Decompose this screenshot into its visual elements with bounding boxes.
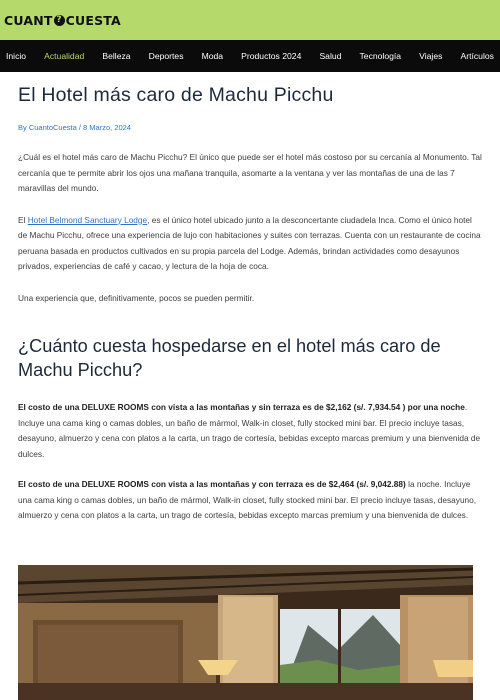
nav-item-productos-2024[interactable]: Productos 2024: [241, 51, 302, 61]
site-header: [0, 0, 500, 40]
article-content: [0, 84, 500, 524]
nav-item-moda[interactable]: Moda: [201, 51, 224, 61]
hotel-room-photo: [18, 565, 473, 700]
nav-item-inicio[interactable]: Inicio: [6, 51, 27, 61]
hotel-belmond-link[interactable]: Hotel Belmond Sanctuary Lodge: [27, 214, 148, 225]
logo-question-mark-icon: ?: [54, 15, 65, 26]
paragraph-deluxe-no-terrace: [18, 400, 482, 462]
article-title: El Hotel más caro de Machu Picchu: [18, 84, 334, 106]
paragraph-deluxe-with-terrace: [18, 477, 482, 524]
paragraph-conclusion: Una experiencia que, definitivamente, pocos se pueden permitir.: [18, 292, 255, 303]
nav-item-tecnologia[interactable]: Tecnología: [359, 51, 402, 61]
price-no-terrace-details: . Incluye una cama king o camas dobles, un baño de mármol, Walk-in closet, fully stocked mini bar. El precio incluye tasas, desayuno, almuerzo y cena con platos a la carta, un trago de cortesía, bebidas excepto marcas premium y una bienvenida de dulces.: [18, 402, 481, 459]
site-logo[interactable]: [4, 13, 121, 28]
logo-text-left: CUANT: [4, 12, 53, 28]
nav-item-viajes[interactable]: Viajes: [419, 51, 443, 61]
paragraph-intro: ¿Cuál es el hotel más caro de Machu Picchu? El único que puede ser el hotel más costoso por su cercanía al Monumento. Tal cercanía que te permite abrir los ojos una mañana tranquila, asomarte a la ventana y ver las montañas de una de las 7 maravillas del mundo.: [18, 152, 482, 193]
price-with-terrace-details: la noche. Incluye una cama king o camas dobles, un baño de mármol, Walk-in closet, fully stocked mini bar. El precio incluye tasas, desayuno, almuerzo y cena con platos a la carta, un trago de cortesía, bebidas excepto marcas premium y una bienvenida de dulces.: [18, 479, 477, 520]
nav-item-salud[interactable]: Salud: [319, 51, 342, 61]
price-with-terrace-bold: El costo de una DELUXE ROOMS con vista a las montañas y con terraza es de $2,464 (s/. 9,042.88): [18, 479, 406, 489]
main-navigation: [0, 40, 500, 72]
paragraph-hotel-rest: , es el único hotel ubicado junto a la desconcertante ciudadela Inca. Como el único hotel de Machu Picchu, ofrece una experiencia de lujo con habitaciones y suites con terrazas. Cuenta con un restaurante de cocina peruana basada en productos cultivados en su propia parcela del Lodge. Además, brindan actividades como desayunos privados, experiencias de café y cacao, y lectura de la hoja de coca.: [18, 214, 481, 271]
nav-item-deportes[interactable]: Deportes: [148, 51, 184, 61]
nav-item-belleza[interactable]: Belleza: [102, 51, 131, 61]
paragraph-hotel-description: [18, 213, 482, 275]
paragraph-hotel-prefix: El: [18, 214, 28, 225]
logo-text-right: CUESTA: [65, 12, 121, 28]
nav-item-actualidad[interactable]: Actualidad: [44, 51, 85, 61]
article-byline[interactable]: By CuantoCuesta / 8 Marzo, 2024: [18, 123, 131, 132]
price-no-terrace-bold: El costo de una DELUXE ROOMS con vista a las montañas y sin terraza es de $2,162 (s/. 7,934.54 ) por una noche: [18, 402, 465, 412]
nav-item-articulos[interactable]: Artículos: [460, 51, 494, 61]
section-heading-price: ¿Cuánto cuesta hospedarse en el hotel más caro de Machu Picchu?: [18, 336, 441, 380]
